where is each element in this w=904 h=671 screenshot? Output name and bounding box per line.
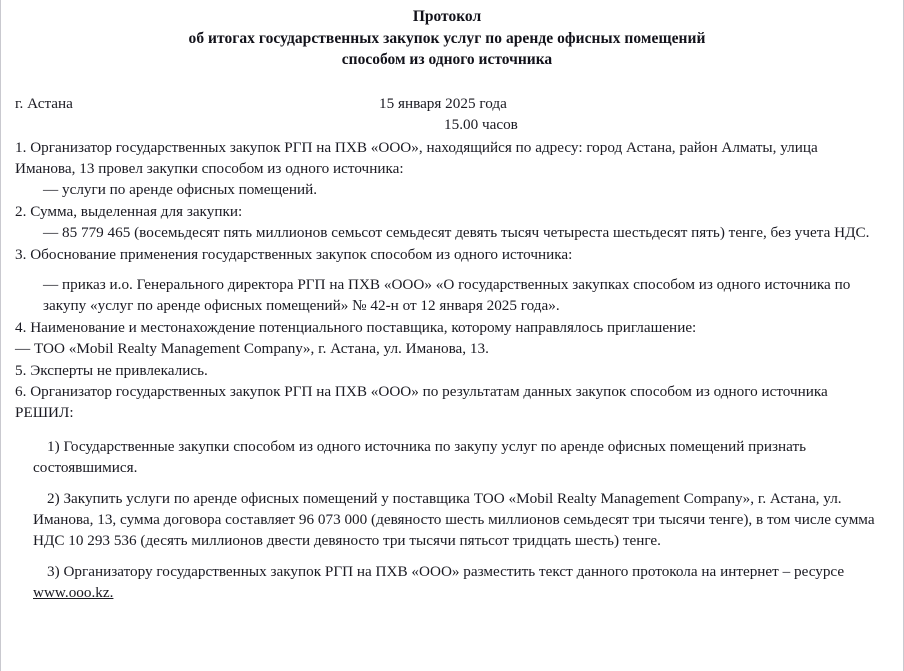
protocol-url-link[interactable]: www.ooo.kz.: [33, 584, 114, 602]
document-meta: [15, 93, 879, 137]
place-label: г. Астана: [15, 94, 73, 112]
clause-3: 3. Обоснование применения государственных закупок способом из одного источника:: [15, 245, 573, 263]
clause-2: 2. Сумма, выделенная для закупки:: [15, 202, 243, 220]
decision-3-text: 3) Организатору государственных закупок РГП на ПХВ «ООО» разместить текст данного протокола на интернет – ресурсе: [47, 562, 845, 580]
time-label: 15.00 часов: [444, 115, 518, 133]
spacer: [15, 265, 879, 274]
spacer: [15, 424, 879, 436]
decision-3: [15, 561, 879, 604]
decision-2: 2) Закупить услуги по аренде офисных помещений у поставщика ТОО «Mobil Realty Management Company», г. Астана, ул. Иманова, 13, сумма договора составляет 96 073 000 (девяносто шесть миллионов семьдесят три тысячи тенге), в том числе сумма НДС 10 293 536 (десять миллионов двести девяносто три тысячи пятьсот тридцать шесть) тенге.: [33, 489, 875, 550]
clause-1: 1. Организатор государственных закупок РГП на ПХВ «ООО», находящийся по адресу: город Астана, район Алматы, улица Иманова, 13 провел закупки способом из одного источника:: [15, 138, 818, 177]
clause-1-item: — услуги по аренде офисных помещений.: [43, 181, 318, 199]
clause-6-verb: РЕШИЛ:: [15, 404, 74, 422]
clause-3-item: — приказ и.о. Генерального директора РГП на ПХВ «ООО» «О государственных закупках способом из одного источника по закупу «услуг по аренде офисных помещений» № 42-н от 12 января 2025 года».: [43, 275, 851, 315]
spacer: [15, 552, 879, 561]
clause-6: 6. Организатор государственных закупок РГП на ПХВ «ООО» по результатам данных закупок способом из одного источника: [15, 382, 828, 400]
document-title-block: [15, 6, 879, 71]
clause-5: 5. Эксперты не привлекались.: [15, 361, 208, 379]
title-line-3: способом из одного источника: [341, 51, 553, 68]
document-body: [1, 0, 903, 604]
spacer: [15, 479, 879, 488]
clause-4: 4. Наименование и местонахождение потенциального поставщика, которому направлялось приглашение:: [15, 318, 697, 336]
title-line-1: Протокол: [412, 8, 482, 25]
decision-1: 1) Государственные закупки способом из одного источника по закупу услуг по аренде офисных помещений признать состоявшимися.: [33, 437, 807, 477]
title-line-2: об итогах государственных закупок услуг по аренде офисных помещений: [188, 29, 706, 47]
clause-list: [15, 137, 879, 604]
clause-4-item: — ТОО «Mobil Realty Management Company», г. Астана, ул. Иманова, 13.: [15, 340, 489, 358]
date-label: 15 января 2025 года: [379, 94, 507, 112]
clause-2-item: — 85 779 465 (восемьдесят пять миллионов семьсот семьдесят девять тысяч четыреста шестьдесят пять) тенге, без учета НДС.: [43, 224, 870, 242]
